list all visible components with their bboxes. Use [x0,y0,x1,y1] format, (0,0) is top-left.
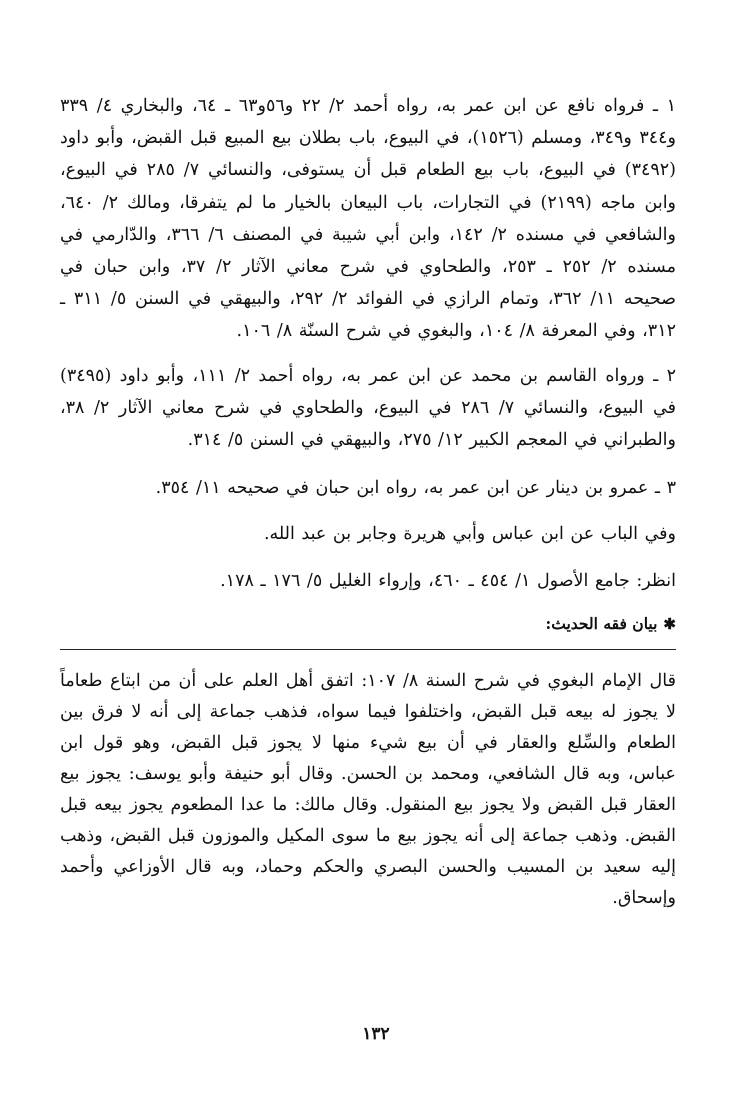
page-number: ١٣٢ [362,1024,390,1044]
section-heading [60,609,676,639]
footnote-2: ٢ ـ ورواه القاسم بن محمد عن ابن عمر به، رواه أحمد ٢/ ١١١، وأبو داود (٣٤٩٥) في البيوع، والنسائي ٧/ ٢٨٦ في البيوع، والطحاوي في شرح معاني الآثار ٢/ ٣٨، والطبراني في المعجم الكبير ١٢/ ٢٧٥، والبيهقي في السنن ٥/ ٣١٤. [60,365,676,451]
section-divider [60,649,676,650]
footnote-see-also: وفي الباب عن ابن عباس وأبي هريرة وجابر بن عبد الله. [263,524,676,545]
footnote-3: ٣ ـ عمرو بن دينار عن ابن عمر به، رواه ابن حبان في صحيحه ١١/ ٣٥٤. [155,478,676,499]
section-heading-text: بيان فقه الحديث: [545,613,658,633]
page-content [60,84,676,1084]
body-paragraph: قال الإمام البغوي في شرح السنة ٨/ ١٠٧: اتفق أهل العلم على أن من ابتاع طعاماً لا يجوز له بيعه قبل القبض، واختلفوا فيما سواه، فذهب جماعة إلى أنه لا فرق بين الطعام والسِّلع والعقار في أن بيع شيء منها لا يجوز قبل القبض، وهو قول ابن عباس، وبه قال الشافعي، ومحمد بن الحسن. وقال أبو حنيفة وأبو يوسف: يجوز بيع العقار قبل القبض ولا يجوز بيع المنقول. وقال مالك: ما عدا المطعوم يجوز بيعه قبل القبض. وذهب جماعة إلى أنه يجوز بيع ما سوى المكيل والموزون قبل القبض، وذهب إليه سعيد بن المسيب والحسن البصري والحكم وحماد، وبه قال الأوزاعي وأحمد وإسحاق. [60,670,676,908]
footnote-1: ١ ـ فرواه نافع عن ابن عمر به، رواه أحمد ٢/ ٢٢ و٥٦و٦٣ ـ ٦٤، والبخاري ٤/ ٣٣٩ و٣٤٤ و٣٤٩، ومسلم (١٥٢٦)، في البيوع، باب بطلان بيع المبيع قبل القبض، وأبو داود (٣٤٩٢) في البيوع، باب بيع الطعام قبل أن يستوفى، والنسائي ٧/ ٢٨٥ في البيوع، وابن ماجه (٢١٩٩) في التجارات، باب البيعان بالخيار ما لم يتفرقا، ومالك ٢/ ٦٤٠، والشافعي في مسنده ٢/ ١٤٢، وابن أبي شيبة في المصنف ٦/ ٣٦٦، والدّارمي في مسنده ٢/ ٢٥٢ ـ ٢٥٣، والطحاوي في شرح معاني الآثار ٢/ ٣٧، وابن حبان في صحيحه ١١/ ٣٦٢، وتمام الرازي في الفوائد ٢/ ٢٩٢، والبيهقي في السنن ٥/ ٣١١ ـ ٣١٢، وفي المعرفة ٨/ ١٠٤، والبغوي في شرح السنّة ٨/ ١٠٦. [60,96,677,342]
asterisk-icon: ✱ [663,614,676,633]
footnote-refer: انظر: جامع الأصول ١/ ٤٥٤ ـ ٤٦٠، وإرواء الغليل ٥/ ١٧٦ ـ ١٧٨. [220,570,676,591]
